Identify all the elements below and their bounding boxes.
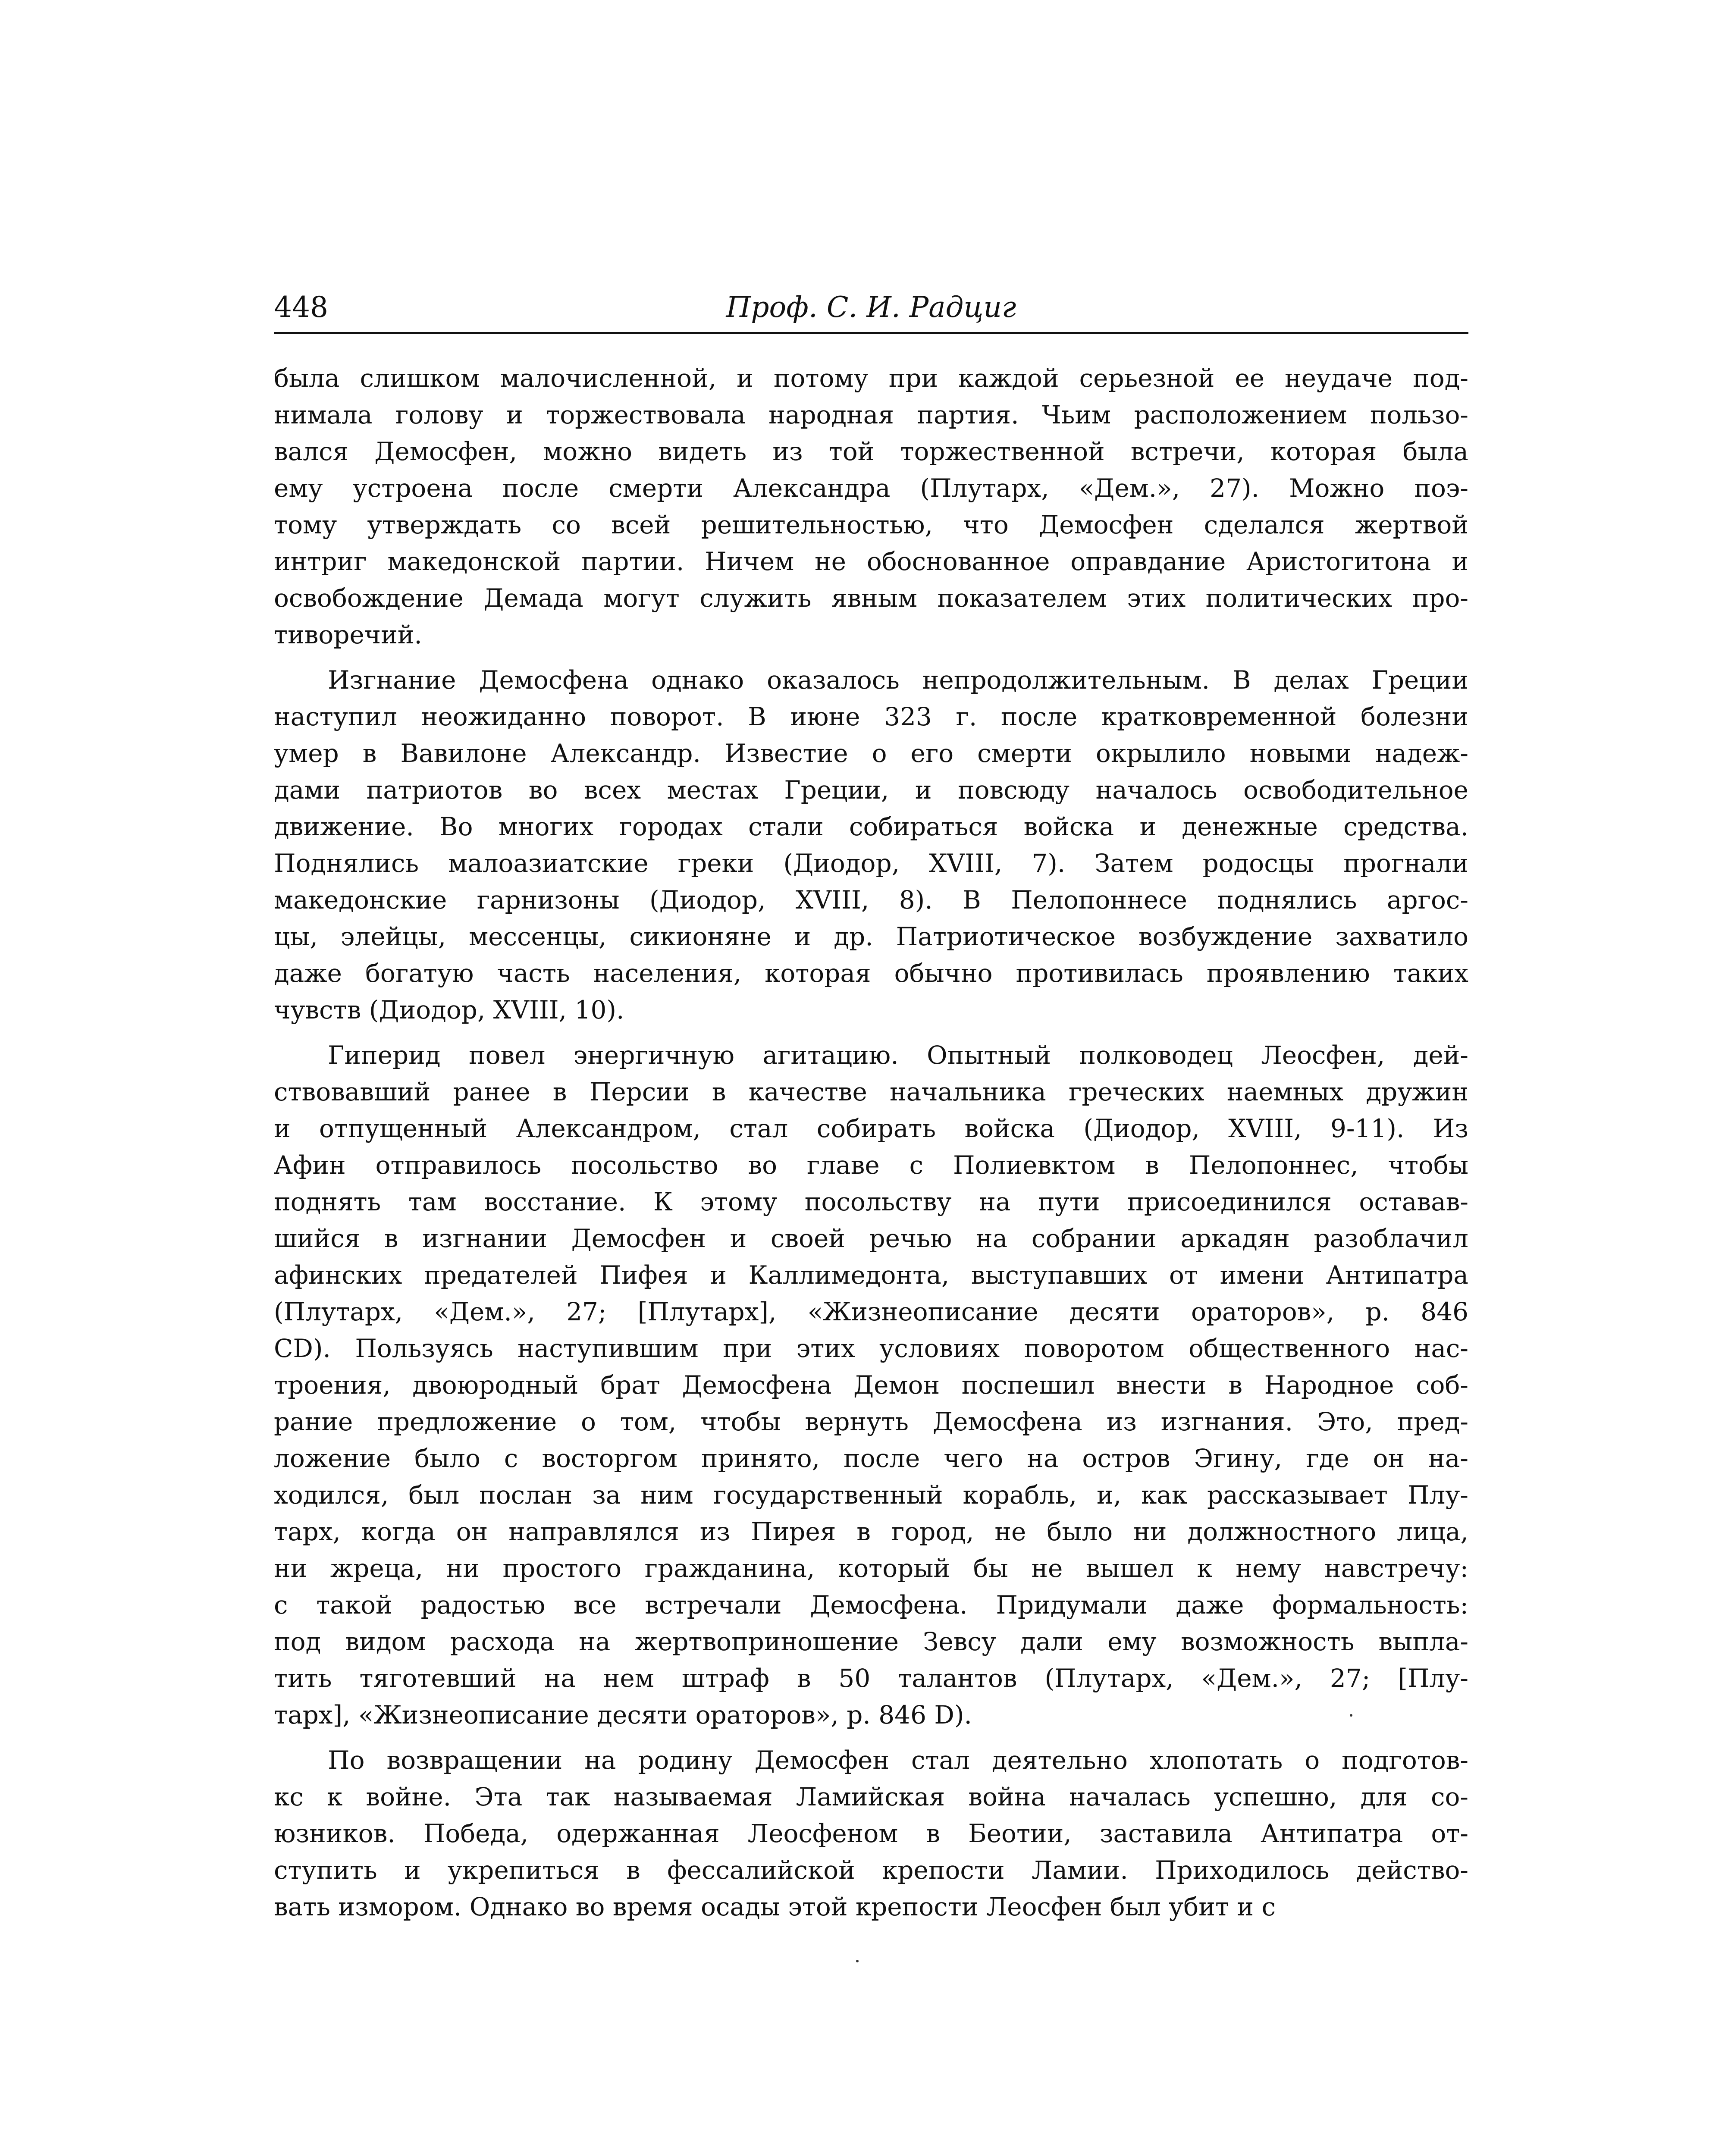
body-text bbox=[274, 360, 1468, 1925]
text-line: македонские гарнизоны (Диодор, XVIII, 8). В Пелопоннесе поднялись аргос- bbox=[274, 885, 1468, 915]
text-line: вался Демосфен, можно видеть из той торжественной встречи, которая была bbox=[274, 437, 1468, 466]
text-line: тарх, когда он направлялся из Пирея в город, не было ни должностного лица, bbox=[274, 1517, 1468, 1546]
text-line: была слишком малочисленной, и потому при каждой серьезной ее неудаче под- bbox=[274, 364, 1468, 393]
paragraph-1 bbox=[274, 360, 1468, 653]
text-line: даже богатую часть населения, которая обычно противилась проявлению таких bbox=[274, 959, 1468, 988]
running-title: Проф. С. И. Радциг bbox=[726, 291, 1016, 324]
text-line: троения, двоюродный брат Демосфена Демон поспешил внести в Народное соб- bbox=[274, 1370, 1468, 1400]
text-line: тиворечий. bbox=[274, 620, 422, 649]
text-line: ступить и укрепиться в фессалийской крепости Ламии. Приходилось действо- bbox=[274, 1855, 1468, 1885]
text-line: наступил неожиданно поворот. В июне 323 г. после кратковременной болезни bbox=[274, 702, 1468, 731]
text-line: Поднялись малоазиатские греки (Диодор, XVIII, 7). Затем родосцы прогнали bbox=[274, 849, 1468, 878]
text-line: тарх], «Жизнеописание десяти ораторов», р. 846 D). bbox=[274, 1700, 972, 1730]
text-line: движение. Во многих городах стали собираться войска и денежные средства. bbox=[274, 812, 1468, 841]
text-line: с такой радостью все встречали Демосфена. Придумали даже формальность: bbox=[274, 1590, 1468, 1620]
book-page bbox=[274, 267, 1468, 1992]
text-line: рание предложение о том, чтобы вернуть Демосфена из изгнания. Это, пред- bbox=[274, 1407, 1468, 1436]
text-line: и отпущенный Александром, стал собирать войска (Диодор, XVIII, 9-11). Из bbox=[274, 1114, 1468, 1143]
text-line: чувств (Диодор, XVIII, 10). bbox=[274, 995, 624, 1025]
page-number: 448 bbox=[274, 291, 328, 324]
text-line: тому утверждать со всей решительностью, что Демосфен сделался жертвой bbox=[274, 510, 1468, 539]
text-line: юзников. Победа, одержанная Леосфеном в Беотии, заставила Антипатра от- bbox=[274, 1819, 1468, 1848]
text-line: ни жреца, ни простого гражданина, который бы не вышел к нему навстречу: bbox=[274, 1554, 1468, 1583]
text-line: тить тяготевший на нем штраф в 50 талантов (Плутарх, «Дем.», 27; [Плу- bbox=[274, 1664, 1468, 1693]
text-line: интриг македонской партии. Ничем не обоснованное оправдание Аристогитона и bbox=[274, 547, 1468, 576]
running-head bbox=[274, 267, 1468, 334]
text-line: освобождение Демада могут служить явным показателем этих политических про- bbox=[274, 583, 1468, 613]
text-line: умер в Вавилоне Александр. Известие о его смерти окрылило новыми надеж- bbox=[274, 739, 1468, 768]
text-line: цы, элейцы, мессенцы, сикионяне и др. Патриотическое возбуждение захватило bbox=[274, 922, 1468, 951]
text-line: шийся в изгнании Демосфен и своей речью на собрании аркадян разоблачил bbox=[274, 1224, 1468, 1253]
text-line: По возвращении на родину Демосфен стал деятельно хлопотать о подготов- bbox=[328, 1745, 1468, 1775]
text-line: поднять там восстание. К этому посольству на пути присоединился оставав- bbox=[274, 1187, 1468, 1216]
text-line: ему устроена после смерти Александра (Плутарх, «Дем.», 27). Можно поэ- bbox=[274, 473, 1468, 503]
text-line: ствовавший ранее в Персии в качестве начальника греческих наемных дружин bbox=[274, 1077, 1468, 1106]
stray-mark bbox=[856, 1960, 859, 1962]
text-line: ложение было с восторгом принято, после чего на остров Эгину, где он на- bbox=[274, 1444, 1468, 1473]
text-line: Гиперид повел энергичную агитацию. Опытный полководец Леосфен, дей- bbox=[328, 1040, 1468, 1070]
text-line: афинских предателей Пифея и Каллимедонта, выступавших от имени Антипатра bbox=[274, 1260, 1468, 1290]
text-line: вать измором. Однако во время осады этой крепости Леосфен был убит и с bbox=[274, 1892, 1276, 1921]
stray-mark bbox=[1350, 1714, 1352, 1717]
text-line: под видом расхода на жертвоприношение Зевсу дали ему возможность выпла- bbox=[274, 1627, 1468, 1656]
text-line: нимала голову и торжествовала народная партия. Чьим расположением пользо- bbox=[274, 400, 1468, 429]
paragraph-3 bbox=[274, 1037, 1468, 1733]
text-line: CD). Пользуясь наступившим при этих условиях поворотом общественного нас- bbox=[274, 1334, 1468, 1363]
paragraph-4 bbox=[274, 1742, 1468, 1925]
text-line: (Плутарх, «Дем.», 27; [Плутарх], «Жизнеописание десяти ораторов», р. 846 bbox=[274, 1297, 1468, 1326]
text-line: ходился, был послан за ним государственный корабль, и, как рассказывает Плу- bbox=[274, 1480, 1468, 1510]
text-line: дами патриотов во всех местах Греции, и повсюду началось освободительное bbox=[274, 775, 1468, 805]
text-line: Афин отправилось посольство во главе с Полиевктом в Пелопоннес, чтобы bbox=[274, 1150, 1468, 1180]
text-line: кс к войне. Эта так называемая Ламийская война началась успешно, для со- bbox=[274, 1782, 1468, 1811]
paragraph-2 bbox=[274, 662, 1468, 1028]
text-line: Изгнание Демосфена однако оказалось непродолжительным. В делах Греции bbox=[328, 665, 1468, 695]
